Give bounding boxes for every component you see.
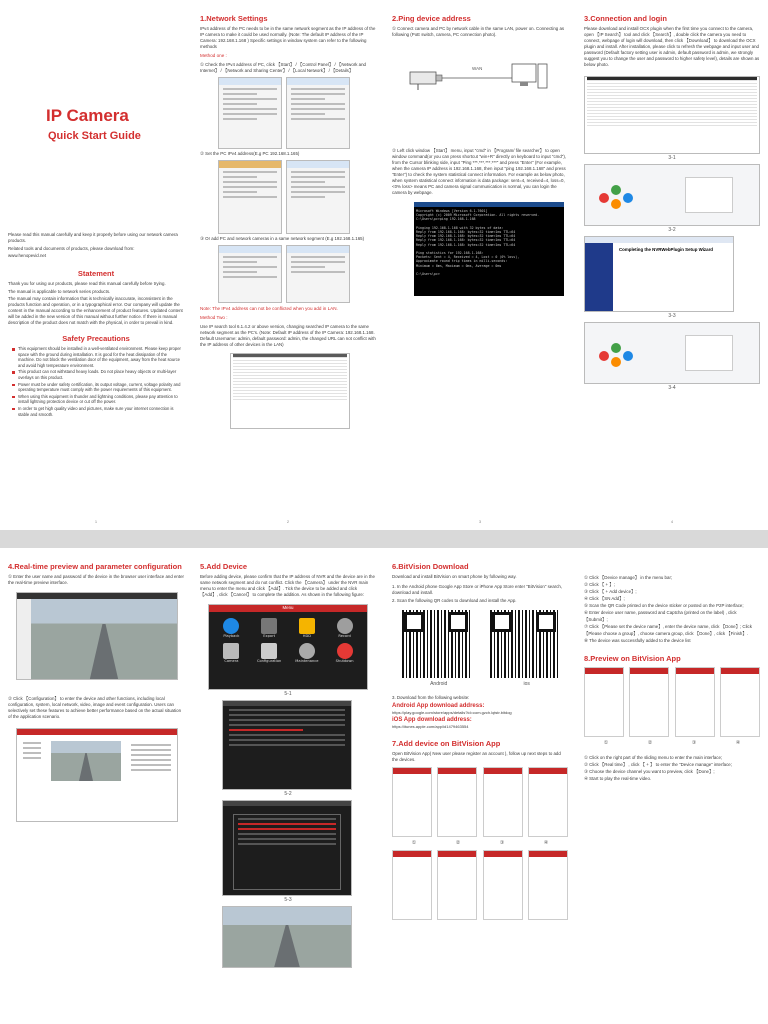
preview-column xyxy=(0,548,192,1024)
phone-screenshot xyxy=(629,667,669,737)
app-step: ⑦ Click 【Please set the device name】, enter the device name, click 【Done】; Click 【Please choose a group】, choose camera group, click 【Done】, click 【Finish】. xyxy=(584,624,752,636)
app-step: ④ Click 【SN Add】; xyxy=(584,596,625,601)
step-numbers xyxy=(392,840,568,846)
menu-title: Menu xyxy=(209,605,367,612)
login-box xyxy=(685,177,733,213)
cover-intro-line: Please read this manual carefully and keep it properly before using our network camera products. xyxy=(8,232,178,243)
app-step: ③ Click 【 + Add device】; xyxy=(584,589,637,594)
terminal-line: Reply from 192.168.1.168: bytes=32 time<1ms TTL=64 xyxy=(416,238,516,243)
cloud-icon xyxy=(611,343,621,353)
add-device-heading: 5.Add Device xyxy=(200,562,248,571)
preview-step: ① Click on the right part of the sliding menu to enter the main interface; xyxy=(584,755,723,760)
phone-screenshot xyxy=(392,850,432,920)
terminal-line: Reply from 192.168.1.168: bytes=32 time<1ms TTL=64 xyxy=(416,234,516,239)
qr-code-row xyxy=(392,610,568,678)
ip-search-tool-screenshot xyxy=(230,353,350,429)
bitvision-step-2: 2. Scan the following QR codes to download and install the App. xyxy=(392,598,517,603)
page-number: 3 xyxy=(478,519,482,524)
android-download-link[interactable]: https://play.google.com/store/apps/details?id=com.gzch.lqtstr.bitdog xyxy=(392,710,512,715)
menu-item-maintenance[interactable]: Maintenance xyxy=(291,643,324,663)
config-topbar xyxy=(17,729,177,735)
android-qr-code[interactable] xyxy=(402,610,470,678)
ios-download-heading: iOS App download address: xyxy=(392,717,472,723)
phone-screenshot xyxy=(528,767,568,837)
add-device-app-text: Open BitVision App( New user please register an account ), follow up next steps to add the devices. xyxy=(392,751,561,762)
wizard-sidebar xyxy=(585,243,613,311)
safety-item: This equipment should be installed in a well-ventilated environment. Please keep proper space with the ground during installation. It is good for the heat dissipation of the machine. Do not block the ventilation door of the equipment, away from the heat source and avoid high temperature environment. xyxy=(18,346,184,368)
highway-video xyxy=(31,599,177,680)
computer-icon xyxy=(512,64,547,88)
figure-caption: 3-1 xyxy=(668,155,676,161)
statement-paragraph: The manual is applicable to network series products. xyxy=(8,288,111,294)
network-screens-1 xyxy=(218,77,376,149)
terminal-titlebar xyxy=(414,202,564,207)
add-device-app-heading: 7.Add device on BitVision App xyxy=(392,739,501,748)
app-steps-list xyxy=(584,574,760,644)
preview-steps-list xyxy=(584,754,760,782)
network-step-2: ② Set the PC IPv4 address(E.g PC 192.168.1.165) xyxy=(200,151,300,156)
wan-label: WAN xyxy=(472,66,483,71)
cloud-icon xyxy=(611,357,621,367)
cmd-terminal-screenshot xyxy=(414,202,564,296)
ping-column xyxy=(384,0,576,530)
add-camera-dialog xyxy=(222,800,352,896)
figure-caption: 3-2 xyxy=(668,227,676,233)
terminal-line: C:\Users\pc>ping 192.168.1.168 xyxy=(416,217,476,222)
ping-intro: ① Connect camera and PC by network cable in the same LAN, power on. Connecting as following (PoE switch, camera, PC connection photo). xyxy=(392,26,565,37)
local-area-status-window xyxy=(218,77,282,149)
safety-item: This product can not withstand heavy loads. Do not place heavy objects or multi-layer overlays on this product. xyxy=(18,369,184,380)
web-login-screenshot-2 xyxy=(584,322,760,384)
advanced-tcpip-window xyxy=(218,245,282,303)
cloud-icon xyxy=(599,193,609,203)
preview-step: ② Click 【Real time】 , click 【 + 】 to enter the "Device manage" interface; xyxy=(584,762,732,767)
connection-diagram-svg xyxy=(392,54,568,104)
ios-qr-code[interactable] xyxy=(490,610,558,678)
ping-heading: 2.Ping device address xyxy=(392,14,471,23)
app-step: ① Click 【Device manage】 in the menu bar; xyxy=(584,575,673,580)
login-text: Please download and install OCX plugin when the first time you connect to the camera, open 【IP Search】 tool and click 【Search】, double click the camera you need to connect, webpage of login will download, then click 【Download】 to download the OCX plugin and install. After installation, please click to refresh the webpage and input user and password (Default factory setting user is admin, default password is admin, we strongly suggest you to change the user and password to higher safety level), details are shown as below photo. xyxy=(584,26,760,67)
app-step: ② Click 【 + 】; xyxy=(584,582,615,587)
terminal-line: Microsoft Windows [Version 6.1.7601] xyxy=(416,209,488,213)
add-device-text: Before adding device, please confirm that the IP address of NVR and the device are in the same network segment and do not conflict. Click the 【Camera】 under the NVR main menu to enter the menu and click 【Add】. Tick the device to be added and click 【Add】, click 【Cancel】 to complete the addition. As shown in the following figure: xyxy=(200,574,375,597)
phone-screenshot xyxy=(584,667,624,737)
ip-address-list-window xyxy=(286,245,350,303)
preview-step: ③ Choose the device channel you want to preview, click 【Done】; xyxy=(584,769,715,774)
menu-item-hdd[interactable]: HDD xyxy=(291,618,324,638)
cover-intro-url: www.henopevid.net xyxy=(8,253,47,258)
step-number: ④ xyxy=(735,740,741,746)
figure-caption: 5-3 xyxy=(284,897,292,903)
figure-caption: 5-2 xyxy=(284,791,292,797)
qr-labels xyxy=(392,681,568,687)
connection-diagram xyxy=(392,54,568,104)
page-number: 4 xyxy=(670,519,674,524)
cover-column xyxy=(0,0,192,530)
terminal-line: Copyright (c) 2009 Microsoft Corporation. All rights reserved. xyxy=(416,213,540,218)
figure-caption: 3-4 xyxy=(668,385,676,391)
safety-item: Power must be under safety certification, its output voltage, current, voltage polarity and operating temperature must comply with the power requirements of this equipment. xyxy=(18,382,184,393)
cloud-icon xyxy=(611,185,621,195)
figure-caption: 5-1 xyxy=(284,691,292,697)
statement-heading: Statement xyxy=(77,269,115,278)
menu-item-playback[interactable]: Playback xyxy=(215,618,248,638)
phone-screenshot xyxy=(483,850,523,920)
method-two-label: Method Two : xyxy=(200,315,228,320)
login-heading: 3.Connection and login xyxy=(584,14,667,23)
bitvision-heading: 6.BitVision Download xyxy=(392,562,469,571)
login-column xyxy=(576,0,768,530)
plugin-setup-wizard xyxy=(584,236,734,312)
android-qr-label: Android xyxy=(430,681,448,687)
bitvision-text: Download and install BitVision on smart phone by following way. xyxy=(392,574,517,579)
ipv4-settings-window xyxy=(286,160,350,234)
method-one-label: Method one : xyxy=(200,53,227,58)
phone-screenshot xyxy=(720,667,760,737)
camera-icon xyxy=(410,72,442,90)
menu-item-export[interactable]: Export xyxy=(253,618,286,638)
statement-paragraph: Thank you for using our products, please read this manual carefully before trying. xyxy=(8,281,166,286)
bottom-sheet xyxy=(0,548,768,1024)
cover-intro xyxy=(8,232,184,259)
android-download-heading: Android App download address: xyxy=(392,703,485,709)
menu-item-record[interactable]: Record xyxy=(328,618,361,638)
ios-qr-label: ios xyxy=(523,681,530,687)
add-device-column xyxy=(192,548,384,1024)
camera-list-screenshot xyxy=(222,700,352,790)
preview-phone-row xyxy=(584,667,760,737)
menu-item-camera[interactable]: Camera xyxy=(215,643,248,663)
ios-download-link[interactable]: https://itunes.apple.com/app/id1479463554 xyxy=(392,724,469,729)
safety-item: In order to get high quality video and pictures, make sure your internet connection is stable and smooth. xyxy=(18,406,184,417)
preview-step-2: ② Click 【Configuration】 to enter the device and other functions, including local configuration, system, local network, video, image and event configuration. Users can selectively set these features to achieve better performance based on the actual situation of the application scenario. xyxy=(8,696,182,719)
phone-screenshot xyxy=(528,850,568,920)
statement-paragraph: The manual may contain information that is technically inaccurate, inconsistent in the products function and operation, or in a typographical error. Our company will update the content in the manual according to the enhancement of product features. Updated content will be added in the new version of this manual without further notice. If there is manual description of the product does not match with the physical, in order to prevail in kind. xyxy=(8,296,183,325)
terminal-line: Packets: Sent = 4, Received = 4, Lost = 0 (0% loss), xyxy=(416,255,520,260)
cloud-icon xyxy=(599,351,609,361)
terminal-line: Reply from 192.168.1.168: bytes=32 time<1ms TTL=64 xyxy=(416,230,516,235)
network-screens-3 xyxy=(218,245,376,303)
nvr-main-menu xyxy=(208,604,368,690)
cover-intro-line: Related tools and documents of products, please download from: xyxy=(8,245,135,251)
live-preview-screenshot xyxy=(16,592,178,680)
terminal-line: Minimum = 0ms, Maximum = 0ms, Average = 0ms xyxy=(416,263,502,268)
login-box xyxy=(685,335,733,371)
preview-heading: 4.Real-time preview and parameter configuration xyxy=(8,562,182,571)
web-login-screenshot xyxy=(584,164,760,226)
network-step-1: ① Check the IPv4 address of PC, click 【Start】 / 【Control Panel】 / 【Network and Internet】 / 【Network and Sharing Center】 / 【Local Network】 / 【Details】 xyxy=(200,62,366,73)
step-number: ② xyxy=(647,740,653,746)
cover-subtitle: Quick Start Guide xyxy=(48,130,141,142)
phone-screenshots-row-1 xyxy=(392,767,568,837)
network-intro: IPv4 address of the PC needs to be in the same network segment as the IP address of the IP camera to make it could be used normally. (Note: The default IP address of the IP Camera: 192.168.1.168 ) Specific settings in window system can refer to the following methods xyxy=(200,26,376,49)
nvr-live-view xyxy=(222,906,352,968)
phone-screenshot xyxy=(437,767,477,837)
terminal-line: Pinging 192.168.1.168 with 32 bytes of data: xyxy=(416,225,504,230)
page-number: 1 xyxy=(94,519,98,524)
safety-item: When using this equipment in thunder and lightning conditions, please pay attention to install lightning protection device or cut off the power. xyxy=(18,394,184,405)
preview-sidebar xyxy=(17,599,31,680)
network-settings-column xyxy=(192,0,384,530)
phone-screenshot xyxy=(437,850,477,920)
step-number: ① xyxy=(603,740,609,746)
figure-caption: 3-3 xyxy=(668,313,676,319)
statement-text xyxy=(8,281,184,326)
config-video xyxy=(51,741,121,781)
step-number: ③ xyxy=(499,840,505,846)
step-numbers xyxy=(584,740,760,746)
menu-item-shutdown[interactable]: Shutdown xyxy=(328,643,361,663)
ip-search-screenshot xyxy=(584,76,760,154)
ipv4-properties-window xyxy=(218,160,282,234)
terminal-line: Reply from 192.168.1.168: bytes=32 time<1ms TTL=64 xyxy=(416,242,516,247)
network-screens-2 xyxy=(218,160,376,234)
menu-item-configuration[interactable]: Configuration xyxy=(253,643,286,663)
preview-step: ④ Start to play the real-time video. xyxy=(584,776,652,781)
network-note: Note: The IPv4 address can not be conflicted when you add in LAN. xyxy=(200,306,338,311)
step-number: ④ xyxy=(543,840,549,846)
network-step-3: ③ Or add PC and network cameras in a same network segment (E.g 192.168.1.165) xyxy=(200,236,365,241)
network-heading: 1.Network Settings xyxy=(200,14,268,23)
phone-screenshot xyxy=(483,767,523,837)
safety-list xyxy=(8,346,184,417)
ping-step-2: ② Left click window 【Start】 menu, input "cmd" in 【Program/ file searcher】 to open window command(or you can press shortcut "win+R" directly on keyboard to input "cmd"), from the Cursor blinking side, input "Ping ***.***.***.***" and press "Enter" (For example, when the camera IP address is 192.168.1.168, then input "ping 192.168.1.168" and press "Enter") to check the system statistical connect information. For example as below photo, when system statistical connect information is data package: sent=4, received=4, loss=0, <0% loss> means PC and camera signal communication is normal, you can login the camera by webpage. xyxy=(392,148,567,195)
preview-app-heading: 8.Preview on BitVision App xyxy=(584,654,681,663)
safety-heading: Safety Precautions xyxy=(62,334,130,343)
preview-step-1: ① Enter the user name and password of the device in the browser user interface and enter the real-time preview interface. xyxy=(8,574,185,585)
step-number: ① xyxy=(411,840,417,846)
app-step: ⑥ Enter device user name, password and Captcha (printed on the label) , click 【Submit】; xyxy=(584,610,737,622)
page-number: 2 xyxy=(286,519,290,524)
cover-title: IP Camera xyxy=(46,106,129,125)
phone-screenshot xyxy=(392,767,432,837)
terminal-line: Ping statistics for 192.168.1.168: xyxy=(416,251,484,256)
terminal-line: C:\Users\pc> xyxy=(416,272,440,277)
bitvision-step-1: 1. In the Android phone Google App Store or iPhone App Store enter "BitVision" search, download and install. xyxy=(392,584,562,595)
method-two-text: Use IP search tool 6.1.4.2 or above version, changing searched IP camera to the same network segment as the PC's. (Note: Default IP address of the IP Camera: 192.168.1.168. Default Username: admin, default password: admin, the changed URL can not conflict with the IP address of other devices in the LAN) xyxy=(200,324,376,347)
configuration-screenshot xyxy=(16,728,178,822)
app-step: ⑤ Scan the QR Code printed on the device sticker or posted on the P2P interface; xyxy=(584,603,744,608)
terminal-line: Approximate round trip times in milli-seconds: xyxy=(416,259,508,264)
wizard-title: Completing the NVRWebPlugin Setup Wizard xyxy=(619,247,713,252)
bitvision-step-3: 3. Download from the following website: xyxy=(392,695,470,700)
cloud-icon xyxy=(611,199,621,209)
app-steps-column xyxy=(576,548,768,1024)
step-number: ③ xyxy=(691,740,697,746)
bitvision-column xyxy=(384,548,576,1024)
step-number: ② xyxy=(455,840,461,846)
phone-screenshots-row-2 xyxy=(392,850,568,920)
app-step: ⑧ The device was successfully added to the device list xyxy=(584,638,691,643)
phone-screenshot xyxy=(675,667,715,737)
cloud-icon xyxy=(623,193,633,203)
cloud-icon xyxy=(623,351,633,361)
network-details-window xyxy=(286,77,350,149)
